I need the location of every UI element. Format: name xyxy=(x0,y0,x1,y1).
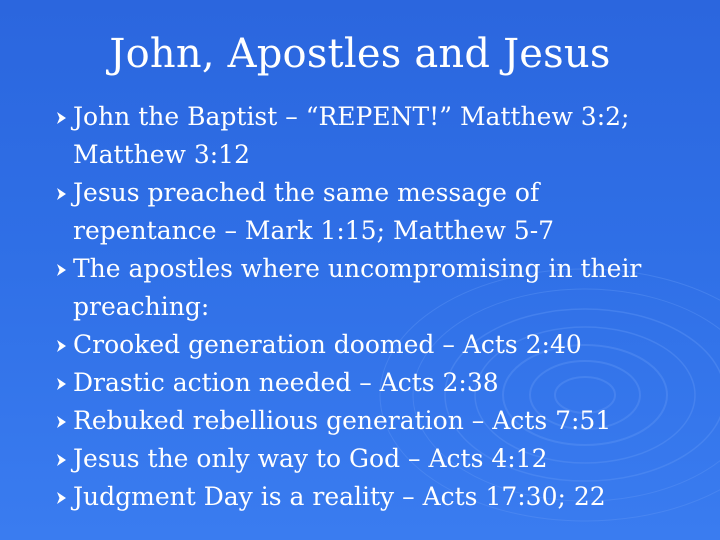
bullet-item xyxy=(56,98,676,174)
bullet-text: Judgment Day is a reality – Acts 17:30; 22 xyxy=(73,482,606,511)
bullet-item xyxy=(56,478,676,516)
bullet-item xyxy=(56,250,676,326)
arrow-bullet-icon xyxy=(56,415,67,429)
bullet-text: Rebuked rebellious generation – Acts 7:51 xyxy=(73,406,612,435)
bullet-text: The apostles where uncompromising in their preaching: xyxy=(73,254,642,321)
bullet-text: Drastic action needed – Acts 2:38 xyxy=(73,368,499,397)
bullet-text: Jesus the only way to God – Acts 4:12 xyxy=(73,444,548,473)
arrow-bullet-icon xyxy=(56,187,67,201)
bullet-list xyxy=(56,98,676,516)
arrow-bullet-icon xyxy=(56,377,67,391)
arrow-bullet-icon xyxy=(56,111,67,125)
arrow-bullet-icon xyxy=(56,491,67,505)
bullet-item xyxy=(56,174,676,250)
bullet-text: Jesus preached the same message of repentance – Mark 1:15; Matthew 5-7 xyxy=(73,178,555,245)
bullet-item xyxy=(56,440,676,478)
arrow-bullet-icon xyxy=(56,263,67,277)
slide-title: John, Apostles and Jesus xyxy=(109,31,611,77)
bullet-item xyxy=(56,364,676,402)
bullet-item xyxy=(56,402,676,440)
arrow-bullet-icon xyxy=(56,453,67,467)
bullet-text: Crooked generation doomed – Acts 2:40 xyxy=(73,330,582,359)
arrow-bullet-icon xyxy=(56,339,67,353)
bullet-item xyxy=(56,326,676,364)
bullet-text: John the Baptist – “REPENT!” Matthew 3:2; Matthew 3:12 xyxy=(73,102,630,169)
